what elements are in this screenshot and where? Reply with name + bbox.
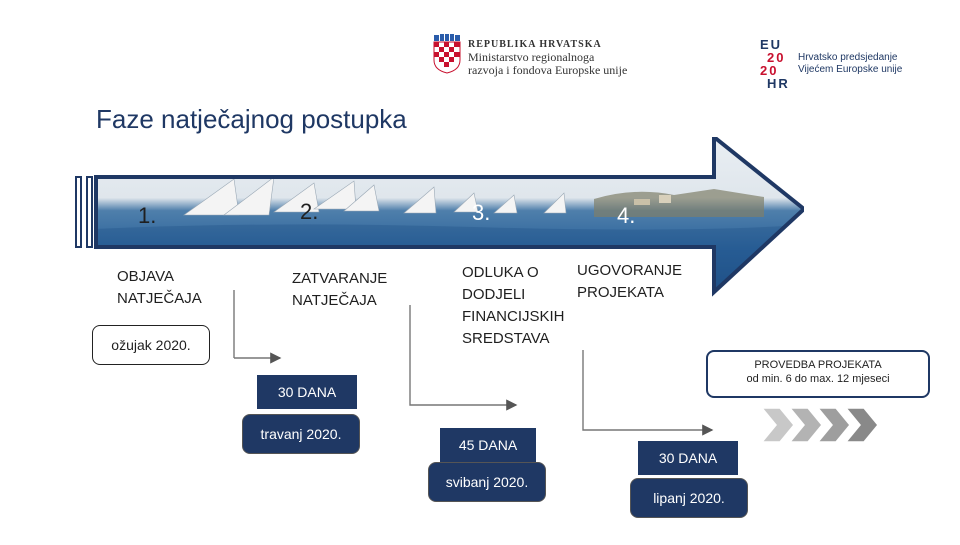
phase-2-label: ZATVARANJE NATJEČAJA — [292, 270, 388, 309]
implementation-box — [706, 350, 930, 398]
phase-1-number: 1. — [138, 203, 157, 228]
presidency-mark-char: 0 — [769, 63, 777, 78]
phase-3-date: svibanj 2020. — [428, 462, 546, 502]
phase-3-number: 3. — [472, 200, 491, 225]
phase-1-date: ožujak 2020. — [92, 325, 210, 365]
chevron-arrows-icon — [762, 408, 882, 442]
presidency-line-1: Hrvatsko predsjedanje — [798, 52, 898, 63]
presidency-mark-char: H — [767, 76, 777, 91]
page-title: Faze natječajnog postupka — [96, 104, 407, 134]
phase-3-duration: 45 DANA — [440, 428, 536, 462]
ministry-line-1: REPUBLIKA HRVATSKA — [468, 39, 602, 50]
presidency-mark-char: R — [778, 76, 788, 91]
presidency-mark-char: E — [760, 37, 769, 52]
presidency-mark-char: 0 — [776, 50, 784, 65]
phase-3-label: ODLUKA O DODJELI FINANCIJSKIH SREDSTAVA — [462, 264, 565, 347]
implementation-detail: od min. 6 do max. 12 mjeseci — [746, 373, 890, 385]
phase-2-duration: 30 DANA — [257, 375, 357, 409]
phase-2-date: travanj 2020. — [242, 414, 360, 454]
phase-4-date: lipanj 2020. — [630, 478, 748, 518]
presidency-mark-char: U — [770, 37, 781, 52]
ministry-line-3: razvoja i fondova Europske unije — [468, 63, 628, 77]
presidency-mark-char: 2 — [760, 63, 768, 78]
presidency-mark-char: 2 — [767, 50, 775, 65]
phase-4-label: UGOVORANJE PROJEKATA — [577, 262, 683, 301]
ministry-line-2: Ministarstvo regionalnoga — [468, 50, 595, 64]
implementation-title: PROVEDBA PROJEKATA — [754, 359, 882, 371]
presidency-line-2: Vijećem Europske unije — [798, 64, 903, 75]
phase-1-label: OBJAVA NATJEČAJA — [117, 268, 202, 307]
phase-4-number: 4. — [617, 203, 636, 228]
phase-2-number: 2. — [300, 199, 319, 224]
phase-4-duration: 30 DANA — [638, 441, 738, 475]
